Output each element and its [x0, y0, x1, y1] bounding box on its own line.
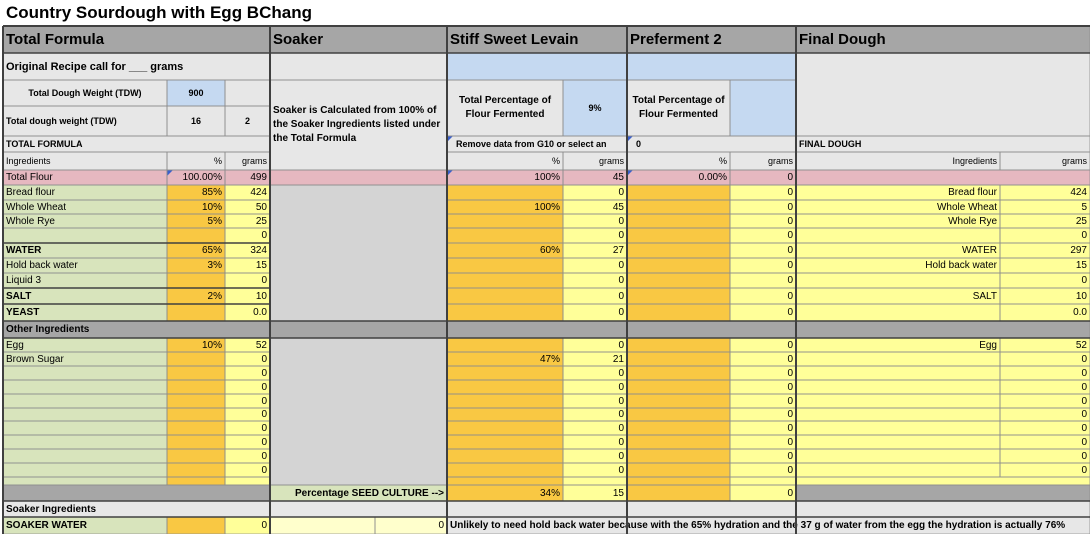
row-name[interactable]: Bread flour	[3, 185, 167, 200]
hdr-fd-ingredients[interactable]: Ingredients	[796, 152, 1000, 170]
hdr-p2-pct[interactable]: %	[627, 152, 730, 170]
row-pct[interactable]: 2%	[167, 288, 225, 304]
other-row-pct[interactable]	[167, 463, 225, 477]
p2-row-grams[interactable]: 0	[730, 214, 796, 228]
p2-other-grams[interactable]: 0	[730, 449, 796, 463]
seed-culture-grams[interactable]: 15	[563, 485, 627, 501]
seed-culture-pct[interactable]: 34%	[447, 485, 563, 501]
soaker-block-1[interactable]	[270, 185, 447, 321]
lev-row-pct[interactable]: 60%	[447, 243, 563, 258]
other-filler[interactable]	[563, 477, 627, 485]
other-row-name[interactable]	[3, 380, 167, 394]
lev-other-pct[interactable]	[447, 421, 563, 435]
section-final-dough[interactable]: Final Dough	[796, 26, 1090, 53]
lev-other-pct[interactable]: 47%	[447, 352, 563, 366]
other-row-grams[interactable]: 0	[225, 352, 270, 366]
fd-other-grams[interactable]: 0	[1000, 408, 1090, 421]
fd-other-grams[interactable]: 0	[1000, 435, 1090, 449]
row-grams[interactable]: 0.0	[225, 304, 270, 321]
fd-other-grams[interactable]: 0	[1000, 394, 1090, 408]
soaker-water-label[interactable]: SOAKER WATER	[3, 517, 167, 534]
soaker-water-soaker[interactable]	[270, 517, 375, 534]
row-grams[interactable]: 25	[225, 214, 270, 228]
fd-other-name[interactable]	[796, 380, 1000, 394]
seed-blank[interactable]	[3, 485, 270, 501]
other-row-name[interactable]	[3, 394, 167, 408]
lev-row-pct[interactable]	[447, 214, 563, 228]
p2-row-grams[interactable]: 0	[730, 243, 796, 258]
lev-other-pct[interactable]	[447, 449, 563, 463]
p2-other-pct[interactable]	[627, 394, 730, 408]
other-filler[interactable]	[167, 477, 225, 485]
other-filler[interactable]	[627, 477, 730, 485]
lev-row-pct[interactable]	[447, 228, 563, 243]
fd-other-name[interactable]	[796, 463, 1000, 477]
seed-p2-grams[interactable]: 0	[730, 485, 796, 501]
lev-other-grams[interactable]: 21	[563, 352, 627, 366]
seed-fd-blank[interactable]	[796, 485, 1090, 501]
other-row-grams[interactable]: 0	[225, 366, 270, 380]
final-dough-blank[interactable]	[796, 53, 1090, 136]
p2-row-grams[interactable]: 0	[730, 273, 796, 288]
other-row-grams[interactable]: 0	[225, 435, 270, 449]
row-pct[interactable]: 85%	[167, 185, 225, 200]
other-row-grams[interactable]: 0	[225, 421, 270, 435]
row-pct[interactable]: 5%	[167, 214, 225, 228]
lev-other-grams[interactable]: 0	[563, 449, 627, 463]
other-row-name[interactable]: Brown Sugar	[3, 352, 167, 366]
p2-row-grams[interactable]: 0	[730, 304, 796, 321]
section-total-formula[interactable]: Total Formula	[3, 26, 270, 53]
other-row-name[interactable]	[3, 408, 167, 421]
p2-other-pct[interactable]	[627, 338, 730, 352]
row-pct[interactable]: 3%	[167, 258, 225, 273]
hdr-p2-grams[interactable]: grams	[730, 152, 796, 170]
p2-other-pct[interactable]	[627, 463, 730, 477]
p2-other-grams[interactable]: 0	[730, 394, 796, 408]
original-recipe-label[interactable]: Original Recipe call for ___ grams	[3, 53, 270, 80]
row-grams[interactable]: 10	[225, 288, 270, 304]
p2-row-pct[interactable]	[627, 200, 730, 214]
seed-culture-label[interactable]: Percentage SEED CULTURE -->	[270, 485, 447, 501]
lev-other-grams[interactable]: 0	[563, 366, 627, 380]
fd-row-grams[interactable]: 10	[1000, 288, 1090, 304]
p2-row-pct[interactable]	[627, 273, 730, 288]
row-name[interactable]: WATER	[3, 243, 167, 258]
lev-other-pct[interactable]	[447, 380, 563, 394]
fd-row-name[interactable]: Bread flour	[796, 185, 1000, 200]
lev-other-pct[interactable]	[447, 435, 563, 449]
lev-row-pct[interactable]	[447, 273, 563, 288]
p2-row-pct[interactable]	[627, 304, 730, 321]
row-pct[interactable]	[167, 228, 225, 243]
row-pct[interactable]	[167, 304, 225, 321]
p2-other-grams[interactable]: 0	[730, 435, 796, 449]
other-row-grams[interactable]: 0	[225, 449, 270, 463]
pref2-pct-value[interactable]	[730, 80, 796, 136]
fd-other-name[interactable]	[796, 435, 1000, 449]
lev-other-grams[interactable]: 0	[563, 421, 627, 435]
other-row-grams[interactable]: 0	[225, 408, 270, 421]
hdr-grams[interactable]: grams	[225, 152, 270, 170]
remove-data-note[interactable]: Remove data from G10 or select an	[447, 136, 627, 152]
other-row-pct[interactable]: 10%	[167, 338, 225, 352]
p2-other-grams[interactable]: 0	[730, 366, 796, 380]
p2-total-flour-pct[interactable]: 0.00%	[627, 170, 730, 185]
p2-row-pct[interactable]	[627, 185, 730, 200]
other-row-pct[interactable]	[167, 394, 225, 408]
section-stiff-sweet-levain[interactable]: Stiff Sweet Levain	[447, 26, 627, 53]
fd-row-grams[interactable]: 15	[1000, 258, 1090, 273]
hydration-note[interactable]: Unlikely to need hold back water because with the 65% hydration and the 37 g of water from the egg the hydration is actually 76%	[447, 517, 1090, 534]
row-name[interactable]	[3, 228, 167, 243]
other-row-name[interactable]	[3, 449, 167, 463]
row-grams[interactable]: 324	[225, 243, 270, 258]
soaker-note[interactable]: Soaker is Calculated from 100% of the Soaker Ingredients listed under the Total Formula	[270, 80, 447, 170]
pref2-pct-label[interactable]: Total Percentage of Flour Fermented	[627, 80, 730, 136]
soaker-block-2[interactable]	[270, 338, 447, 485]
soaker-blank-1[interactable]	[270, 53, 447, 80]
other-filler[interactable]	[3, 477, 167, 485]
lev-other-pct[interactable]	[447, 408, 563, 421]
other-filler[interactable]	[447, 477, 563, 485]
fd-other-grams[interactable]: 0	[1000, 366, 1090, 380]
fd-row-name[interactable]: Whole Wheat	[796, 200, 1000, 214]
fd-row-name[interactable]	[796, 228, 1000, 243]
fd-row-name[interactable]: Whole Rye	[796, 214, 1000, 228]
lev-other-grams[interactable]: 0	[563, 463, 627, 477]
lev-row-grams[interactable]: 0	[563, 288, 627, 304]
p2-row-grams[interactable]: 0	[730, 288, 796, 304]
other-row-name[interactable]	[3, 366, 167, 380]
other-row-grams[interactable]: 52	[225, 338, 270, 352]
fd-row-grams[interactable]: 0	[1000, 273, 1090, 288]
lev-row-grams[interactable]: 0	[563, 214, 627, 228]
p2-other-pct[interactable]	[627, 352, 730, 366]
tdw2-value2[interactable]: 2	[225, 106, 270, 136]
fd-other-name[interactable]	[796, 394, 1000, 408]
tdw2-value1[interactable]: 16	[167, 106, 225, 136]
tdw-value[interactable]: 900	[167, 80, 225, 106]
lev-other-pct[interactable]	[447, 338, 563, 352]
lev-other-pct[interactable]	[447, 366, 563, 380]
p2-row-grams[interactable]: 0	[730, 228, 796, 243]
total-flour-pct[interactable]: 100.00%	[167, 170, 225, 185]
p2-other-pct[interactable]	[627, 408, 730, 421]
fd-other-name[interactable]	[796, 449, 1000, 463]
lev-row-grams[interactable]: 27	[563, 243, 627, 258]
other-filler[interactable]	[730, 477, 796, 485]
lev-other-grams[interactable]: 0	[563, 435, 627, 449]
p2-other-pct[interactable]	[627, 421, 730, 435]
sheet-title[interactable]: Country Sourdough with Egg BChang	[6, 3, 312, 22]
row-name[interactable]: SALT	[3, 288, 167, 304]
fd-row-grams[interactable]: 0	[1000, 228, 1090, 243]
fd-row-grams[interactable]: 424	[1000, 185, 1090, 200]
p2-row-grams[interactable]: 0	[730, 200, 796, 214]
p2-row-grams[interactable]: 0	[730, 258, 796, 273]
lev-row-grams[interactable]: 0	[563, 273, 627, 288]
lev-row-grams[interactable]: 0	[563, 304, 627, 321]
p2-other-grams[interactable]: 0	[730, 421, 796, 435]
row-grams[interactable]: 50	[225, 200, 270, 214]
other-row-name[interactable]	[3, 421, 167, 435]
seed-p2-pct[interactable]	[627, 485, 730, 501]
soaker-water-grams[interactable]: 0	[225, 517, 270, 534]
section-soaker[interactable]: Soaker	[270, 26, 447, 53]
other-row-pct[interactable]	[167, 380, 225, 394]
other-row-grams[interactable]: 0	[225, 394, 270, 408]
total-flour-label[interactable]: Total Flour	[3, 170, 167, 185]
fd-row-grams[interactable]: 25	[1000, 214, 1090, 228]
section-preferment-2[interactable]: Preferment 2	[627, 26, 796, 53]
lev-row-pct[interactable]	[447, 304, 563, 321]
p2-row-pct[interactable]	[627, 288, 730, 304]
hdr-fd-grams[interactable]: grams	[1000, 152, 1090, 170]
other-row-pct[interactable]	[167, 449, 225, 463]
other-row-pct[interactable]	[167, 421, 225, 435]
fd-other-name[interactable]	[796, 352, 1000, 366]
other-row-pct[interactable]	[167, 408, 225, 421]
other-filler[interactable]	[225, 477, 270, 485]
soaker-water-pct[interactable]	[167, 517, 225, 534]
p2-row-pct[interactable]	[627, 258, 730, 273]
row-grams[interactable]: 0	[225, 228, 270, 243]
row-name[interactable]: Whole Rye	[3, 214, 167, 228]
row-name[interactable]: YEAST	[3, 304, 167, 321]
levain-pct-label[interactable]: Total Percentage of Flour Fermented	[447, 80, 563, 136]
lev-row-grams[interactable]: 0	[563, 258, 627, 273]
row-name[interactable]: Hold back water	[3, 258, 167, 273]
soaker-ingredients-label[interactable]: Soaker Ingredients	[3, 501, 1090, 517]
lev-other-pct[interactable]	[447, 463, 563, 477]
lev-row-grams[interactable]: 0	[563, 185, 627, 200]
other-row-name[interactable]	[3, 435, 167, 449]
fd-row-grams[interactable]: 297	[1000, 243, 1090, 258]
fd-row-name[interactable]: Hold back water	[796, 258, 1000, 273]
p2-other-grams[interactable]: 0	[730, 380, 796, 394]
hdr-lev-pct[interactable]: %	[447, 152, 563, 170]
row-name[interactable]: Whole Wheat	[3, 200, 167, 214]
p2-total-flour-grams[interactable]: 0	[730, 170, 796, 185]
lev-row-pct[interactable]	[447, 185, 563, 200]
lev-row-pct[interactable]	[447, 258, 563, 273]
tdw-label[interactable]: Total Dough Weight (TDW)	[3, 80, 167, 106]
hdr-ingredients[interactable]: Ingredients	[3, 152, 167, 170]
soaker-water-soaker-grams[interactable]: 0	[375, 517, 447, 534]
fd-other-name[interactable]	[796, 366, 1000, 380]
fd-other-grams[interactable]: 0	[1000, 352, 1090, 366]
fd-other-name[interactable]	[796, 421, 1000, 435]
fd-other-grams[interactable]: 0	[1000, 421, 1090, 435]
fd-row-name[interactable]	[796, 273, 1000, 288]
hdr-lev-grams[interactable]: grams	[563, 152, 627, 170]
lev-other-grams[interactable]: 0	[563, 408, 627, 421]
levain-blank-1[interactable]	[447, 53, 627, 80]
row-pct[interactable]: 10%	[167, 200, 225, 214]
fd-total-flour[interactable]	[796, 170, 1090, 185]
other-ingredients-label[interactable]: Other Ingredients	[3, 321, 1090, 338]
fd-other-grams[interactable]: 0	[1000, 449, 1090, 463]
final-dough-label[interactable]: FINAL DOUGH	[796, 136, 1090, 152]
row-grams[interactable]: 424	[225, 185, 270, 200]
pref2-note[interactable]: 0	[627, 136, 796, 152]
fd-row-name[interactable]	[796, 304, 1000, 321]
row-grams[interactable]: 15	[225, 258, 270, 273]
total-formula-label[interactable]: TOTAL FORMULA	[3, 136, 270, 152]
lev-row-grams[interactable]: 45	[563, 200, 627, 214]
soaker-total-flour[interactable]	[270, 170, 447, 185]
total-flour-grams[interactable]: 499	[225, 170, 270, 185]
row-grams[interactable]: 0	[225, 273, 270, 288]
lev-total-flour-pct[interactable]: 100%	[447, 170, 563, 185]
fd-other-name[interactable]	[796, 408, 1000, 421]
fd-other-grams[interactable]: 0	[1000, 380, 1090, 394]
fd-other-grams[interactable]: 52	[1000, 338, 1090, 352]
p2-row-pct[interactable]	[627, 214, 730, 228]
p2-other-pct[interactable]	[627, 449, 730, 463]
lev-row-grams[interactable]: 0	[563, 228, 627, 243]
other-row-grams[interactable]: 0	[225, 380, 270, 394]
lev-total-flour-grams[interactable]: 45	[563, 170, 627, 185]
fd-other-grams[interactable]: 0	[1000, 463, 1090, 477]
lev-row-pct[interactable]: 100%	[447, 200, 563, 214]
p2-other-grams[interactable]: 0	[730, 352, 796, 366]
p2-row-pct[interactable]	[627, 243, 730, 258]
lev-other-grams[interactable]: 0	[563, 338, 627, 352]
fd-row-grams[interactable]: 0.0	[1000, 304, 1090, 321]
other-row-name[interactable]	[3, 463, 167, 477]
other-row-grams[interactable]: 0	[225, 463, 270, 477]
fd-row-grams[interactable]: 5	[1000, 200, 1090, 214]
other-filler[interactable]	[796, 477, 1090, 485]
fd-other-name[interactable]: Egg	[796, 338, 1000, 352]
p2-row-pct[interactable]	[627, 228, 730, 243]
row-pct[interactable]: 65%	[167, 243, 225, 258]
row-name[interactable]: Liquid 3	[3, 273, 167, 288]
p2-other-pct[interactable]	[627, 380, 730, 394]
p2-other-grams[interactable]: 0	[730, 463, 796, 477]
lev-other-pct[interactable]	[447, 394, 563, 408]
levain-pct-value[interactable]: 9%	[563, 80, 627, 136]
lev-other-grams[interactable]: 0	[563, 394, 627, 408]
lev-row-pct[interactable]	[447, 288, 563, 304]
fd-row-name[interactable]: SALT	[796, 288, 1000, 304]
other-row-pct[interactable]	[167, 366, 225, 380]
tdw2-label[interactable]: Total dough weight (TDW)	[3, 106, 167, 136]
p2-other-grams[interactable]: 0	[730, 338, 796, 352]
lev-other-grams[interactable]: 0	[563, 380, 627, 394]
p2-row-grams[interactable]: 0	[730, 185, 796, 200]
other-row-name[interactable]: Egg	[3, 338, 167, 352]
pref2-blank-1[interactable]	[627, 53, 796, 80]
tdw-blank[interactable]	[225, 80, 270, 106]
row-pct[interactable]	[167, 273, 225, 288]
p2-other-pct[interactable]	[627, 366, 730, 380]
other-row-pct[interactable]	[167, 435, 225, 449]
other-row-pct[interactable]	[167, 352, 225, 366]
hdr-pct[interactable]: %	[167, 152, 225, 170]
fd-row-name[interactable]: WATER	[796, 243, 1000, 258]
p2-other-pct[interactable]	[627, 435, 730, 449]
p2-other-grams[interactable]: 0	[730, 408, 796, 421]
